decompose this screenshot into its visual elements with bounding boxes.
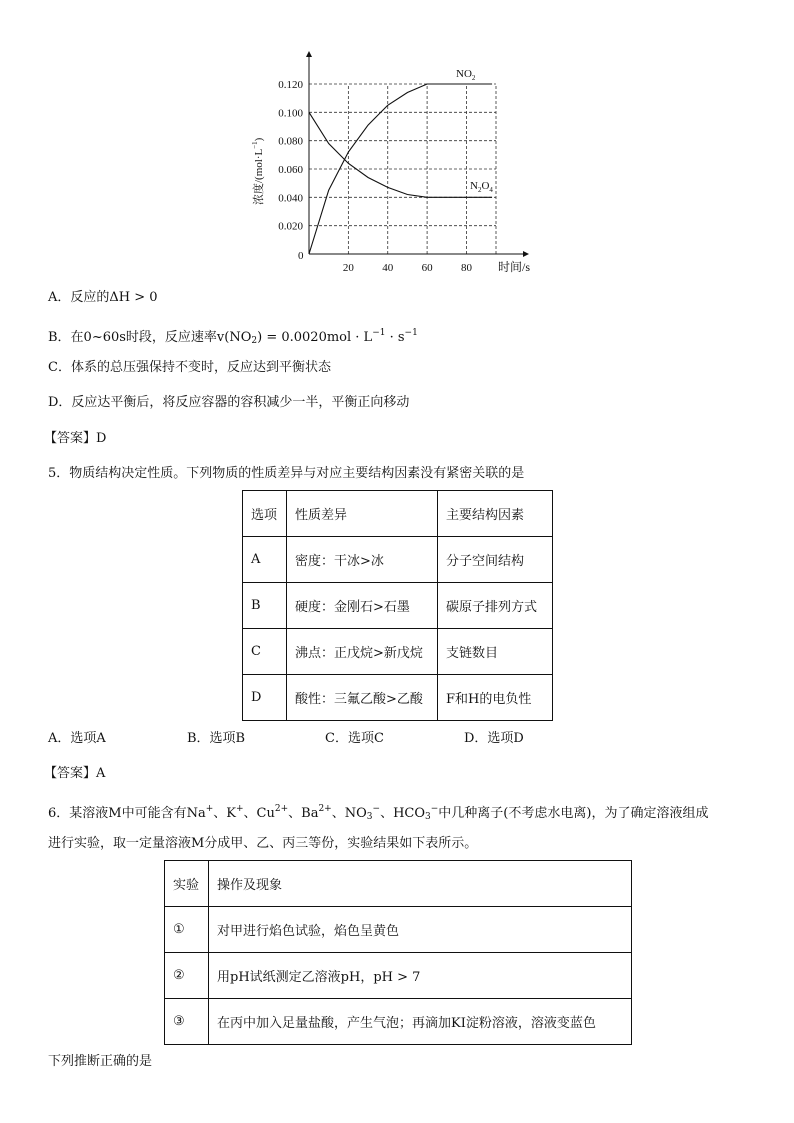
table-cell: 酸性：三氟乙酸>乙酸	[287, 675, 438, 721]
q6-stem-b: 、K	[213, 806, 236, 821]
q4-option-b-sup1: −1	[372, 328, 386, 338]
q6-stem-c: 、Cu	[243, 806, 275, 821]
series-line-n2o4	[309, 112, 492, 197]
table-row	[165, 953, 632, 999]
table-cell: C	[243, 629, 287, 675]
q4-option-b	[48, 324, 418, 350]
table-cell: ③	[165, 999, 209, 1045]
table-cell: D	[243, 675, 287, 721]
table-cell: 在丙中加入足量盐酸，产生气泡；再滴加KI淀粉溶液，溶液变蓝色	[209, 999, 632, 1045]
table-cell: B	[243, 583, 287, 629]
table-row	[165, 907, 632, 953]
table-cell: ①	[165, 907, 209, 953]
table-cell: 沸点：正戊烷>新戊烷	[287, 629, 438, 675]
x-tick-label: 40	[382, 262, 394, 274]
table-cell: 支链数目	[438, 629, 553, 675]
x-tick-label: 60	[421, 262, 433, 274]
table-row	[165, 999, 632, 1045]
table-cell: 分子空间结构	[438, 537, 553, 583]
q4-option-c: C．体系的总压强保持不变时，反应达到平衡状态	[48, 360, 331, 375]
q6-stem-g: 中几种离子(不考虑水电离)，为了确定溶液组成	[438, 806, 709, 821]
y-tick-label: 0.020	[278, 220, 303, 233]
q4-option-a: A．反应的ΔH > 0	[48, 290, 158, 305]
x-tick-label: 20	[342, 262, 354, 274]
q5-table	[242, 490, 553, 721]
table-header-row	[243, 491, 553, 537]
q6-sub-no3: 3	[366, 812, 373, 822]
y-tick-label: 0.080	[278, 135, 303, 148]
q6-sup-cu: 2+	[274, 804, 289, 814]
q6-sub-hco3: 3	[425, 812, 431, 822]
q4-option-b-pre: B．在0~60s时段，反应速率v(NO	[48, 330, 252, 345]
q5-option-d: D．选项D	[464, 731, 524, 746]
q6-stem-a: 6．某溶液M中可能含有Na	[48, 806, 206, 821]
q6-footer: 下列推断正确的是	[48, 1054, 153, 1069]
x-axis-arrow	[523, 251, 529, 257]
concentration-time-chart	[240, 45, 560, 285]
q4-option-b-sup2: −1	[404, 328, 418, 338]
q6-sup-k: +	[235, 804, 244, 814]
series-label-no2	[456, 68, 476, 82]
series-label-n2o4-sub1: 2	[477, 186, 482, 194]
q6-sup-na: +	[205, 804, 214, 814]
table-header-cell: 选项	[243, 491, 287, 537]
q6-table	[164, 860, 632, 1045]
q6-stem-d: 、Ba	[288, 806, 319, 821]
table-cell: A	[243, 537, 287, 583]
x-axis-label: 时间/s	[498, 260, 531, 274]
table-cell: 对甲进行焰色试验，焰色呈黄色	[209, 907, 632, 953]
q4-option-b-mid: ) = 0.0020mol · L	[257, 330, 373, 345]
y-tick-label: 0.120	[278, 79, 303, 91]
q6-stem-line2: 进行实验，取一定量溶液M分成甲、乙、丙三等份，实验结果如下表所示。	[48, 836, 478, 851]
table-header-cell: 实验	[165, 861, 209, 907]
x-tick-label: 80	[460, 262, 472, 274]
table-header-cell: 主要结构因素	[438, 491, 553, 537]
series-label-no2-name: NO	[456, 68, 472, 80]
table-row	[243, 675, 553, 721]
table-cell: 碳原子排列方式	[438, 583, 553, 629]
table-header-cell: 操作及现象	[209, 861, 632, 907]
chart-ticks	[278, 79, 472, 274]
q5-stem: 5．物质结构决定性质。下列物质的性质差异与对应主要结构因素没有紧密关联的是	[48, 466, 525, 481]
table-cell: 硬度：金刚石>石墨	[287, 583, 438, 629]
q5-option-c: C．选项C	[325, 731, 384, 746]
q6-sup-ba: 2+	[318, 804, 332, 814]
origin-label: 0	[298, 250, 304, 262]
q6-sup-hco3: −	[430, 804, 439, 814]
q4-answer: 【答案】D	[44, 431, 107, 446]
table-header-cell: 性质差异	[287, 491, 438, 537]
q5-option-b: B．选项B	[187, 731, 246, 746]
series-label-n2o4-n: N	[470, 180, 478, 192]
q4-option-b-mid2: · s	[385, 330, 405, 345]
table-cell: F和H的电负性	[438, 675, 553, 721]
table-header-row	[165, 861, 632, 907]
series-label-n2o4	[470, 180, 493, 194]
table-row	[243, 537, 553, 583]
y-axis-label	[251, 137, 265, 205]
chart-grid	[309, 84, 496, 254]
series-label-n2o4-o: O	[481, 180, 490, 192]
y-tick-label: 0.060	[278, 164, 303, 176]
y-tick-label: 0.040	[278, 192, 303, 205]
q5-answer: 【答案】A	[44, 766, 106, 781]
q4-option-b-sub: 2	[251, 336, 258, 346]
series-label-no2-sub: 2	[471, 74, 476, 82]
table-cell: 用pH试纸测定乙溶液pH，pH > 7	[209, 953, 632, 999]
q6-stem-e: 、NO	[331, 806, 367, 821]
table-cell: 密度：干冰>冰	[287, 537, 438, 583]
table-row	[243, 583, 553, 629]
q5-option-a: A．选项A	[48, 731, 106, 746]
y-axis-label-text: 浓度/(mol·L	[253, 148, 265, 205]
y-axis-label-close: )	[253, 137, 265, 142]
q6-stem-f: 、HCO	[380, 806, 426, 821]
y-axis-label-sup: −1	[251, 141, 259, 149]
y-axis-arrow	[306, 51, 312, 57]
table-row	[243, 629, 553, 675]
y-tick-label: 0.100	[278, 107, 303, 120]
table-cell: ②	[165, 953, 209, 999]
q6-sup-no3: −	[372, 804, 381, 814]
q6-stem-line1	[48, 800, 708, 826]
q4-option-d: D．反应达平衡后，将反应容器的容积减少一半，平衡正向移动	[48, 395, 410, 410]
series-label-n2o4-sub2: 4	[489, 186, 493, 194]
